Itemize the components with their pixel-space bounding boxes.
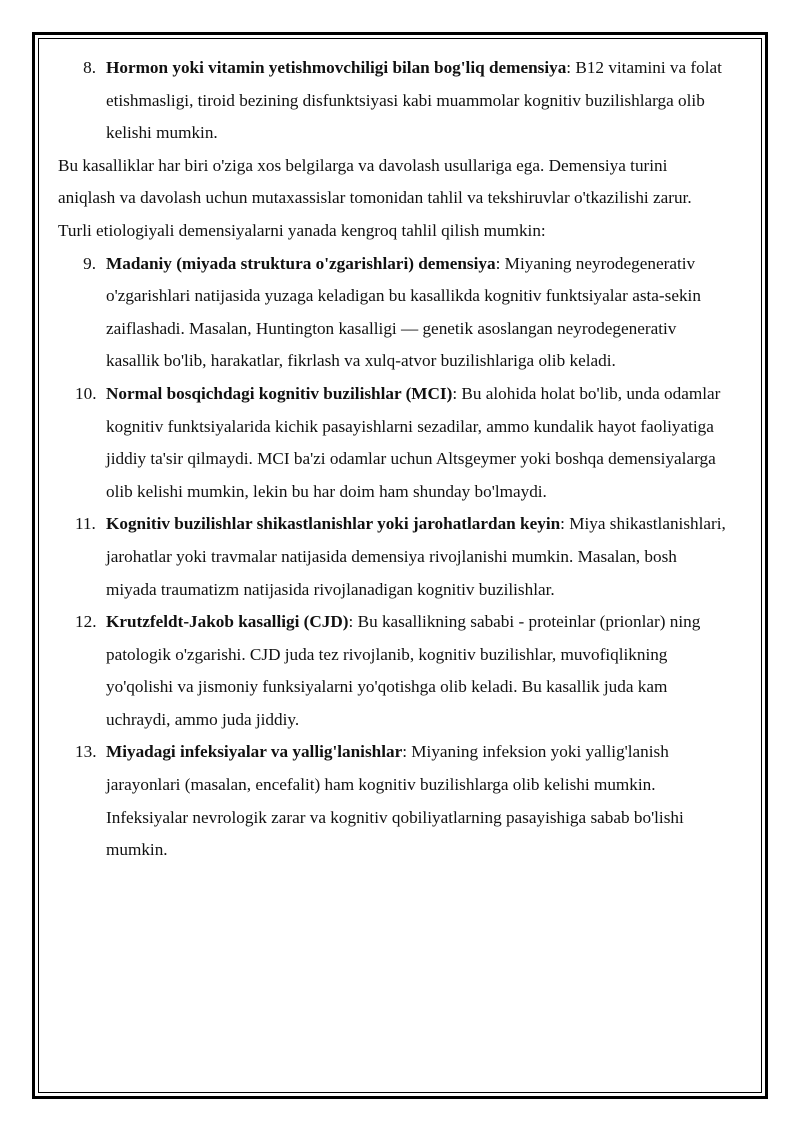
list-item-text: : Bu alohida holat bo'lib, unda odamlar kognitiv funktsiyalarida kichik pasayishlarni sezadilar, ammo kundalik hayot faoliyatiga jiddiy ta'sir qilmaydi. MCI ba'zi odamlar uchun Altsgeymer yoki boshqa demensiyalarga olib kelishi mumkin, lekin bu har doim ham shunday bo'lmaydi.	[106, 383, 721, 501]
list-number: 9.	[83, 253, 96, 273]
list-number: 12.	[75, 612, 97, 632]
list-number: 11.	[75, 514, 96, 534]
list-item-9	[58, 248, 728, 378]
list-item-text: : B12 vitamini va folat etishmasligi, tiroid bezining disfunktsiyasi kabi muammolar kognitiv buzilishlarga olib kelishi mumkin.	[106, 58, 722, 143]
list-item-10	[58, 378, 728, 508]
list-item-title: Miyadagi infeksiyalar va yallig'lanishlar	[106, 742, 403, 762]
list-number: 13.	[75, 742, 97, 762]
list-item-title: Krutzfeldt-Jakob kasalligi (CJD)	[106, 612, 349, 632]
list-item-11	[58, 508, 728, 606]
list-number: 10.	[75, 383, 97, 403]
list-item-title: Normal bosqichdagi kognitiv buzilishlar (MCI)	[106, 383, 453, 403]
list-item-title: Madaniy (miyada struktura o'zgarishlari) demensiya	[106, 253, 496, 273]
list-item-title: Kognitiv buzilishlar shikastlanishlar yoki jarohatlardan keyin	[106, 514, 561, 534]
document-body	[58, 52, 728, 867]
list-item-text: : Miyaning neyrodegenerativ o'zgarishlari natijasida yuzaga keladigan bu kasallikda kognitiv funktsiyalar asta-sekin zaiflashadi. Masalan, Huntington kasalligi — genetik asoslangan neyrodegenerativ kasallik bo'lib, harakatlar, fikrlash va xulq-atvor buzilishlariga olib keladi.	[106, 253, 701, 371]
paragraph: Bu kasalliklar har biri o'ziga xos belgilarga va davolash usullariga ega. Demensiya turini aniqlash va davolash uchun mutaxassislar tomonidan tahlil va tekshiruvlar o'tkazilishi zarur.	[58, 155, 692, 208]
list-item-13	[58, 736, 728, 866]
paragraph: Turli etiologiyali demensiyalarni yanada kengroq tahlil qilish mumkin:	[58, 220, 546, 240]
list-item-12	[58, 606, 728, 736]
list-item-text: : Miyaning infeksion yoki yallig'lanish jarayonlari (masalan, encefalit) ham kognitiv buzilishlarga olib kelishi mumkin. Infeksiyalar nevrologik zarar va kognitiv qobiliyatlarning pasayishiga sabab bo'lishi mumkin.	[106, 742, 684, 860]
list-item-title: Hormon yoki vitamin yetishmovchiligi bilan bog'liq demensiya	[106, 58, 567, 77]
list-item-8	[58, 52, 728, 150]
list-item-text: : Miya shikastlanishlari, jarohatlar yoki travmalar natijasida demensiya rivojlanishi mumkin. Masalan, bosh miyada traumatizm natijasida rivojlanadigan kognitiv buzilishlar.	[106, 514, 726, 599]
list-item-text: : Bu kasallikning sababi - proteinlar (prionlar) ning patologik o'zgarishi. CJD juda tez rivojlanib, kognitiv buzilishlar, muvofiqlikning yo'qolishi va jismoniy funksiyalarni yo'qotishga olib keladi. Bu kasallik juda kam uchraydi, ammo juda jiddiy.	[106, 612, 701, 729]
list-number: 8.	[83, 58, 96, 77]
